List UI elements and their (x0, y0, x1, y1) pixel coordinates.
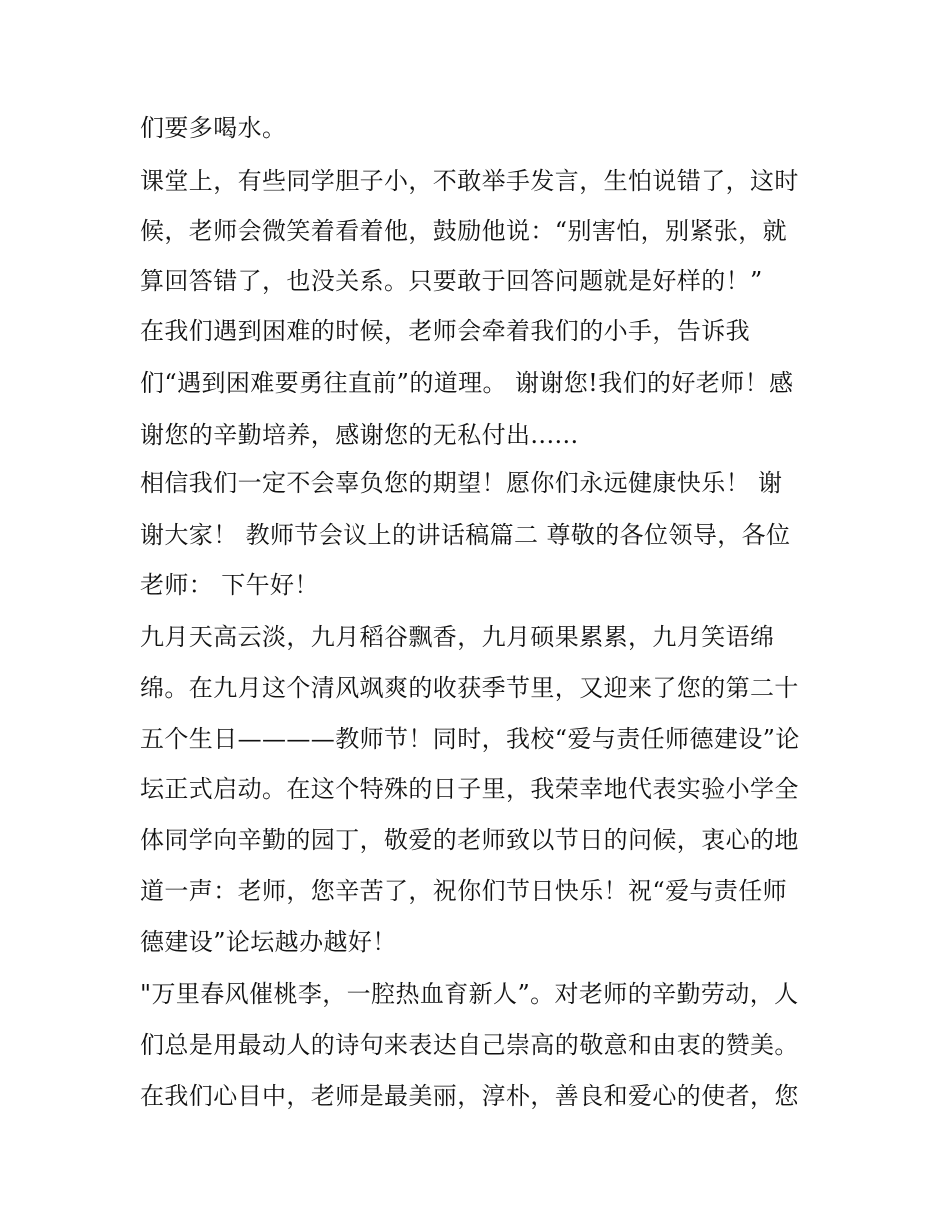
text-line: "万里春风催桃李，一腔热血育新人”。对老师的辛勤劳动，人 (140, 980, 799, 1008)
text-line: 德建设”论坛越办越好！ (140, 928, 397, 956)
text-line: 在我们遇到困难的时候，老师会牵着我们的小手，告诉我 (140, 317, 750, 345)
text-line: 九月天高云淡，九月稻谷飘香，九月硕果累累，九月笑语绵 (140, 623, 775, 651)
text-line: 们要多喝水。 (140, 114, 287, 142)
text-line: 体同学向辛勤的园丁，敬爱的老师致以节日的问候，衷心的地 (140, 826, 799, 854)
text-line: 们总是用最动人的诗句来表达自己崇高的敬意和由衷的赞美。 (140, 1031, 799, 1059)
text-line: 道一声：老师，您辛苦了，祝你们节日快乐！祝“爱与责任师 (140, 877, 788, 905)
text-line: 坛正式启动。在这个特殊的日子里，我荣幸地代表实验小学全 (140, 775, 799, 803)
text-line: 候，老师会微笑着看着他，鼓励他说：“别害怕，别紧张，就 (140, 217, 788, 245)
text-line: 老师： 下午好！ (140, 571, 319, 599)
text-line: 谢您的辛勤培养，感谢您的无私付出...... (140, 421, 579, 449)
text-line: 五个生日————教师节！同时，我校“爱与责任师德建设”论 (140, 725, 800, 753)
text-line: 相信我们一定不会辜负您的期望！愿你们永远健康快乐！ 谢 (140, 469, 783, 497)
text-line: 课堂上，有些同学胆子小，不敢举手发言，生怕说错了，这时 (140, 167, 799, 195)
text-line: 们“遇到困难要勇往直前”的道理。 谢谢您!我们的好老师！感 (140, 369, 794, 397)
text-line: 绵。在九月这个清风飒爽的收获季节里，又迎来了您的第二十 (140, 674, 799, 702)
text-line: 在我们心目中，老师是最美丽，淳朴，善良和爱心的使者，您 (140, 1082, 799, 1110)
text-line: 谢大家！ 教师节会议上的讲话稿篇二 尊敬的各位领导，各位 (140, 521, 791, 549)
text-line: 算回答错了，也没关系。只要敢于回答问题就是好样的！” (140, 267, 763, 295)
